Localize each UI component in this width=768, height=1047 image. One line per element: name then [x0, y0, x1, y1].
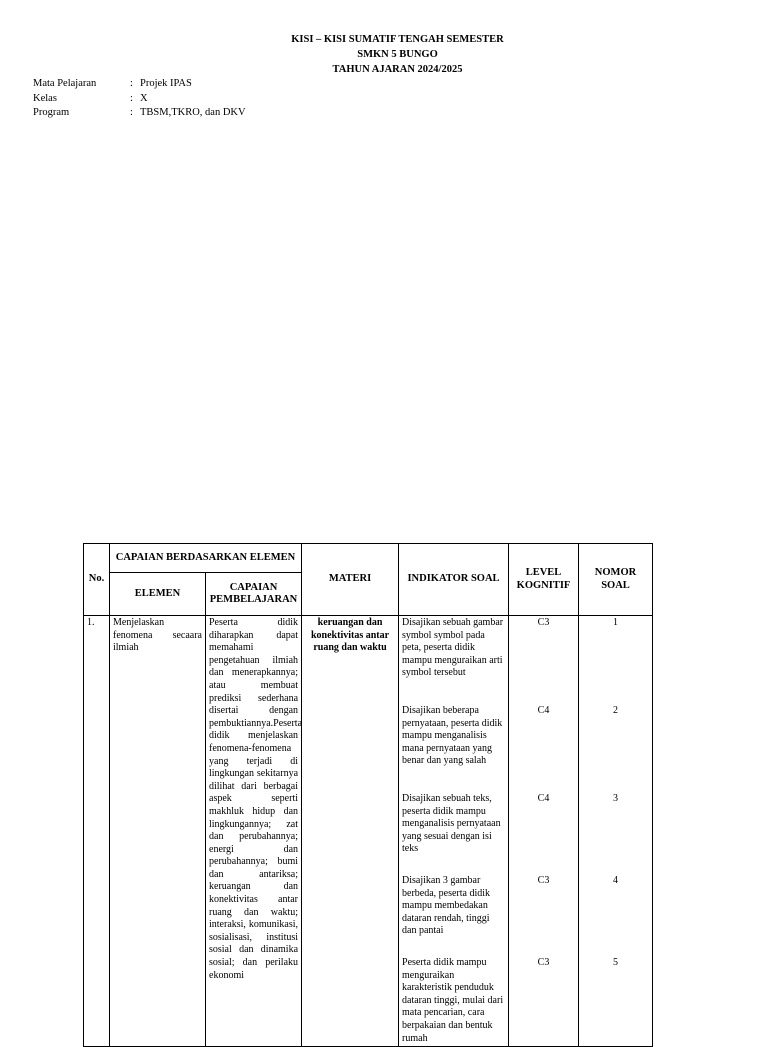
level-item: C3	[537, 875, 550, 886]
cell-nomor	[579, 616, 653, 1047]
cell-indikator	[399, 616, 509, 1047]
level-item: C3	[537, 617, 550, 628]
meta-row-subject	[33, 77, 246, 92]
level-item: C3	[537, 957, 550, 968]
header-row-1	[84, 544, 653, 573]
header-no: No.	[84, 544, 110, 616]
kisi-kisi-table	[83, 543, 653, 1047]
meta-value: TBSM,TKRO, dan DKV	[140, 107, 246, 118]
meta-value: X	[140, 92, 148, 104]
nomor-item: 5	[613, 957, 619, 968]
header-level: LEVEL KOGNITIF	[509, 544, 579, 616]
meta-label: Program	[33, 107, 70, 118]
meta-label: Mata Pelajaran	[33, 78, 97, 89]
meta-value: Projek IPAS	[140, 78, 192, 89]
document-title	[0, 32, 768, 77]
meta-row-class	[33, 92, 246, 107]
table-row	[84, 616, 653, 1047]
cell-no: 1.	[84, 616, 110, 1047]
level-item: C4	[537, 705, 550, 716]
cell-capaian: Peserta didik diharapkan dapat memahami pengetahuan ilmiah dan menerapkannya; atau membuat prediksi sederhana disertai dengan pembuktiannya.Peserta didik menjelaskan fenomena-fenomena yang terjadi di lingkungan sekitarnya dilihat dari berbagai aspek seperti makhluk hidup dan lingkungannya; zat dan perubahannya; energi dan perubahannya; bumi dan antariksa; keruangan dan konektivitas antar ruang dan waktu; interaksi, komunikasi, sosialisasi, institusi sosial dan dinamika sosial; dan perilaku ekonomi	[206, 616, 302, 1047]
header-capaian: CAPAIAN PEMBELAJARAN	[206, 573, 302, 616]
indikator-item: Disajikan beberapa pernyataan, peserta didik mampu menganalisis mana pernyataan yang benar dan yang salah	[402, 705, 503, 767]
meta-colon: :	[130, 92, 133, 104]
header-indikator: INDIKATOR SOAL	[399, 544, 509, 616]
indikator-item: Disajikan sebuah gambar symbol symbol pada peta, peserta didik mampu menguraikan arti symbol tersebut	[402, 617, 504, 679]
nomor-item: 2	[613, 705, 619, 716]
nomor-item: 3	[613, 793, 619, 804]
title-line-3: TAHUN AJARAN 2024/2025	[332, 64, 463, 75]
header-nomor: NOMOR SOAL	[579, 544, 653, 616]
cell-materi: keruangan dan konektivitas antar ruang dan waktu	[302, 616, 399, 1047]
indikator-item: Disajikan sebuah teks, peserta didik mampu menganalisis pernyataan yang sesuai dengan isi teks	[402, 793, 501, 855]
meta-colon: :	[130, 107, 133, 118]
meta-row-program	[33, 106, 246, 121]
title-line-2: SMKN 5 BUNGO	[357, 49, 438, 60]
level-item: C4	[537, 793, 550, 804]
header-materi: MATERI	[302, 544, 399, 616]
cell-elemen: Menjelaskan fenomena secaara ilmiah	[110, 616, 206, 1047]
indikator-item: Peserta didik mampu menguraikan karakteristik penduduk dataran tinggi, mulai dari mata pencarian, cara berpakaian dan bentuk rumah	[402, 957, 504, 1044]
nomor-item: 4	[613, 875, 619, 886]
header-elemen: ELEMEN	[110, 573, 206, 616]
title-line-1: KISI – KISI SUMATIF TENGAH SEMESTER	[291, 34, 504, 45]
document-meta	[33, 77, 246, 121]
nomor-item: 1	[613, 617, 619, 628]
header-capaian-group: CAPAIAN BERDASARKAN ELEMEN	[110, 544, 302, 573]
meta-label: Kelas	[33, 92, 57, 104]
meta-colon: :	[130, 78, 133, 89]
indikator-item: Disajikan 3 gambar berbeda, peserta didik mampu membedakan dataran rendah, tinggi dan pantai	[402, 875, 491, 937]
cell-level	[509, 616, 579, 1047]
